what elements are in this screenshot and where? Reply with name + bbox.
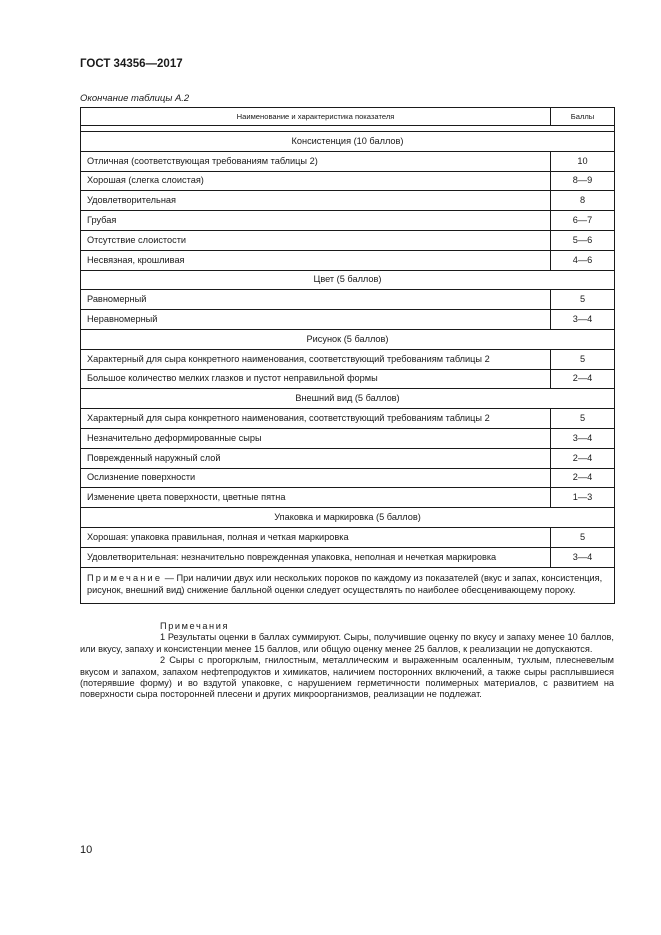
group-heading: Консистенция (10 баллов) xyxy=(81,132,615,152)
indicator-cell: Удовлетворительная: незначительно поврежденная упаковка, неполная и нечеткая маркировка xyxy=(81,547,551,567)
group-heading: Внешний вид (5 баллов) xyxy=(81,389,615,409)
points-cell: 3—4 xyxy=(551,310,615,330)
table-group-row xyxy=(81,508,615,528)
indicator-cell: Характерный для сыра конкретного наименования, соответствующий требованиям таблицы 2 xyxy=(81,409,551,429)
group-heading: Цвет (5 баллов) xyxy=(81,270,615,290)
column-header-indicator: Наименование и характеристика показателя xyxy=(81,108,551,126)
points-cell: 4—6 xyxy=(551,250,615,270)
scoring-table xyxy=(80,107,615,604)
points-cell: 3—4 xyxy=(551,428,615,448)
indicator-cell: Отсутствие слоистости xyxy=(81,230,551,250)
indicator-cell: Поврежденный наружный слой xyxy=(81,448,551,468)
table-row xyxy=(81,310,615,330)
points-cell: 5—6 xyxy=(551,230,615,250)
indicator-cell: Изменение цвета поверхности, цветные пятна xyxy=(81,488,551,508)
points-cell: 8—9 xyxy=(551,171,615,191)
points-cell: 1—3 xyxy=(551,488,615,508)
indicator-cell: Хорошая: упаковка правильная, полная и четкая маркировка xyxy=(81,527,551,547)
table-row xyxy=(81,468,615,488)
points-cell: 5 xyxy=(551,290,615,310)
table-row xyxy=(81,428,615,448)
points-cell: 2—4 xyxy=(551,468,615,488)
indicator-cell: Характерный для сыра конкретного наименования, соответствующий требованиям таблицы 2 xyxy=(81,349,551,369)
points-cell: 10 xyxy=(551,151,615,171)
table-footnote-row xyxy=(81,567,615,603)
indicator-cell: Несвязная, крошливая xyxy=(81,250,551,270)
points-cell: 8 xyxy=(551,191,615,211)
table-row xyxy=(81,409,615,429)
table-row xyxy=(81,547,615,567)
points-cell: 5 xyxy=(551,409,615,429)
note-item-1: 1 Результаты оценки в баллах суммируют. Сыры, получившие оценку по вкусу и запаху менее 10 баллов, или вкусу, запаху и консистенции менее 15 баллов, или общую оценку менее 25 баллов, к реализации не допускаются. xyxy=(80,632,614,654)
group-heading: Упаковка и маркировка (5 баллов) xyxy=(81,508,615,528)
table-header-row xyxy=(81,108,615,126)
points-cell: 5 xyxy=(551,527,615,547)
indicator-cell: Ослизнение поверхности xyxy=(81,468,551,488)
indicator-cell: Отличная (соответствующая требованиям таблицы 2) xyxy=(81,151,551,171)
indicator-cell: Грубая xyxy=(81,211,551,231)
table-row xyxy=(81,369,615,389)
table-footnote xyxy=(81,567,615,603)
points-cell: 5 xyxy=(551,349,615,369)
table-row xyxy=(81,250,615,270)
column-header-points: Баллы xyxy=(551,108,615,126)
table-row xyxy=(81,171,615,191)
table-row xyxy=(81,290,615,310)
table-group-row xyxy=(81,132,615,152)
table-row xyxy=(81,448,615,468)
table-row xyxy=(81,349,615,369)
points-cell: 2—4 xyxy=(551,369,615,389)
points-cell: 2—4 xyxy=(551,448,615,468)
table-row xyxy=(81,230,615,250)
document-header: ГОСТ 34356—2017 xyxy=(80,58,183,70)
notes-title: Примечания xyxy=(160,621,230,631)
points-cell: 3—4 xyxy=(551,547,615,567)
table-row xyxy=(81,151,615,171)
table-caption: Окончание таблицы А.2 xyxy=(80,93,190,104)
indicator-cell: Большое количество мелких глазков и пустот неправильной формы xyxy=(81,369,551,389)
indicator-cell: Неравномерный xyxy=(81,310,551,330)
footnote-label: Примечание xyxy=(87,572,163,583)
indicator-cell: Незначительно деформированные сыры xyxy=(81,428,551,448)
table-row xyxy=(81,191,615,211)
table-group-row xyxy=(81,389,615,409)
table-row xyxy=(81,488,615,508)
table-group-row xyxy=(81,270,615,290)
note-item-2: 2 Сыры с прогорклым, гнилостным, металлическим и выраженным осаленным, тухлым, плесневелым вкусом и запахом, запахом нефтепродуктов и химикатов, наличием посторонних включений, а также сыры расплывшиеся (потерявшие форму) и во вздутой упаковке, с нарушением герметичности полимерных материалов, с развитием на поверхности сыра посторонней плесени и других микроорганизмов, реализации не подлежат. xyxy=(80,655,614,700)
indicator-cell: Хорошая (слегка слоистая) xyxy=(81,171,551,191)
footnote-text: — При наличии двух или нескольких пороков по каждому из показателей (вкус и запах, консистенция, рисунок, внешний вид) снижение балльной оценки следует осуществлять по наиболее обесценивающему пороку. xyxy=(87,572,603,596)
table-row xyxy=(81,527,615,547)
table-group-row xyxy=(81,329,615,349)
page-number: 10 xyxy=(80,844,93,856)
table-row xyxy=(81,211,615,231)
points-cell: 6—7 xyxy=(551,211,615,231)
notes-section xyxy=(80,621,614,701)
indicator-cell: Равномерный xyxy=(81,290,551,310)
indicator-cell: Удовлетворительная xyxy=(81,191,551,211)
group-heading: Рисунок (5 баллов) xyxy=(81,329,615,349)
table-body xyxy=(81,132,615,568)
